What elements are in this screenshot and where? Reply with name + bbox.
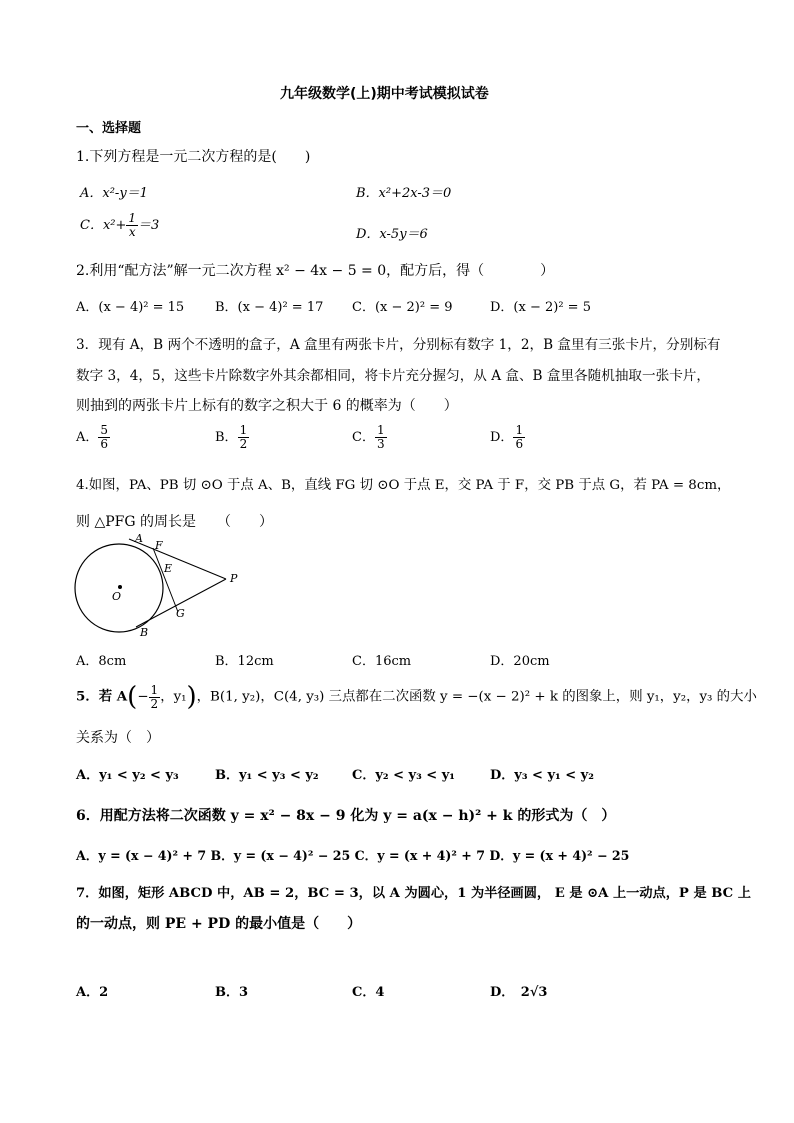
question-1-stem: 1.下列方程是一元二次方程的是( ) bbox=[76, 149, 311, 165]
label-o: O bbox=[112, 590, 122, 603]
tangent-circle-figure bbox=[74, 530, 254, 642]
label-e: E bbox=[164, 562, 173, 575]
q1-option-a: A．x²-y＝1 bbox=[80, 186, 148, 201]
label-a: A bbox=[135, 532, 143, 545]
q4-option-a: A．8cm bbox=[76, 654, 127, 669]
label-g: G bbox=[176, 607, 185, 620]
q3-option-c-fraction bbox=[375, 424, 387, 451]
q4-option-c: C．16cm bbox=[352, 654, 412, 669]
q3-a-numerator: 5 bbox=[100, 423, 109, 437]
q3-option-d-fraction bbox=[513, 424, 525, 451]
q3-option-a-label: A． bbox=[76, 430, 99, 445]
q2-option-b: B．(x − 4)² = 17 bbox=[215, 300, 324, 315]
q5-option-b: B．y₁ < y₃ < y₂ bbox=[215, 768, 319, 783]
q3-option-b bbox=[215, 424, 249, 451]
q1-fraction-numerator: 1 bbox=[128, 211, 137, 225]
q3-option-a bbox=[76, 424, 110, 451]
question-5-line-1 bbox=[76, 682, 757, 712]
question-5-line-2: 关系为（ ） bbox=[76, 730, 160, 746]
q5-option-c: C．y₂ < y₃ < y₁ bbox=[352, 768, 455, 783]
q3-option-b-fraction bbox=[238, 424, 250, 451]
label-f: F bbox=[155, 539, 163, 552]
q2-option-c: C．(x − 2)² = 9 bbox=[352, 300, 453, 315]
q1-fraction bbox=[126, 212, 138, 239]
question-7-line-1: 7．如图，矩形 ABCD 中，AB = 2，BC = 3，以 A 为圆心，1 为半径画圆， E 是 ⊙A 上一动点，P 是 BC 上 bbox=[76, 886, 751, 901]
q3-b-denominator: 2 bbox=[239, 437, 248, 451]
q1-fraction-denominator: x bbox=[128, 225, 136, 239]
question-4-line-1: 4.如图，PA、PB 切 ⊙O 于点 A、B，直线 FG 切 ⊙O 于点 E，交 PA 于 F，交 PB 于点 G，若 PA = 8cm， bbox=[76, 478, 731, 493]
q5-fraction-denominator: 2 bbox=[150, 696, 159, 711]
q2-option-a: A．(x − 4)² = 15 bbox=[76, 300, 185, 315]
tangent-line-pa bbox=[129, 539, 226, 579]
question-7-line-2: 的一动点，则 PE + PD 的最小值是（ ） bbox=[76, 916, 362, 932]
q3-c-numerator: 1 bbox=[376, 423, 385, 437]
q7-option-a: A．2 bbox=[76, 985, 109, 1000]
q5-minus-sign: − bbox=[137, 689, 149, 705]
question-3-line-1: 3．现有 A，B 两个不透明的盒子，A 盒里有两张卡片，分别标有数字 1，2，B 盒里有三张卡片，分别标有 bbox=[76, 337, 721, 353]
question-4-line-2: 则 △PFG 的周长是 （ ） bbox=[76, 514, 273, 530]
q7-option-d: D． 2√3 bbox=[490, 985, 548, 1000]
label-p: P bbox=[230, 572, 238, 585]
q1-option-d: D．x-5y＝6 bbox=[356, 227, 428, 242]
q5-y1: ，y₁ bbox=[160, 689, 187, 705]
q4-option-d: D．20cm bbox=[490, 654, 550, 669]
question-3-line-3: 则抽到的两张卡片上标有的数字之积大于 6 的概率为（ ） bbox=[76, 398, 458, 414]
question-3-line-2: 数字 3，4，5，这些卡片除数字外其余都相同，将卡片充分握匀，从 A 盒、B 盒里各随机抽取一张卡片， bbox=[76, 368, 710, 384]
q5-left-paren: ( bbox=[127, 682, 138, 712]
q3-a-denominator: 6 bbox=[100, 437, 109, 451]
q5-option-d: D．y₃ < y₁ < y₂ bbox=[490, 768, 594, 783]
q3-option-a-fraction bbox=[98, 424, 110, 451]
question-6-stem: 6．用配方法将二次函数 y = x² − 8x − 9 化为 y = a(x − h)² + k 的形式为（ ） bbox=[76, 808, 616, 824]
q5-rest: ，B(1, y₂)，C(4, y₃) 三点都在二次函数 y = −(x − 2)² + k 的图象上，则 y₁，y₂，y₃ 的大小 bbox=[196, 689, 757, 705]
section-heading: 一、选择题 bbox=[76, 121, 142, 136]
q2-option-d: D．(x − 2)² = 5 bbox=[490, 300, 591, 315]
label-b: B bbox=[140, 626, 149, 639]
q7-option-c: C．4 bbox=[352, 985, 385, 1000]
q5-fraction-numerator: 1 bbox=[150, 682, 159, 697]
q1-option-c bbox=[80, 212, 159, 239]
q7-option-b: B．3 bbox=[215, 985, 249, 1000]
question-2-stem: 2.利用“配方法”解一元二次方程 x² − 4x − 5 = 0，配方后，得（ ） bbox=[76, 263, 555, 279]
q3-option-c-label: C． bbox=[352, 430, 375, 445]
q6-options: A．y = (x − 4)² + 7 B．y = (x − 4)² − 25 C．y = (x + 4)² + 7 D．y = (x + 4)² − 25 bbox=[76, 848, 630, 863]
q3-option-b-label: B． bbox=[215, 430, 238, 445]
q1-option-c-prefix: C．x²+ bbox=[80, 218, 127, 233]
q5-fraction bbox=[149, 684, 161, 711]
center-point-o bbox=[118, 585, 122, 589]
q3-b-numerator: 1 bbox=[239, 423, 248, 437]
q3-c-denominator: 3 bbox=[376, 437, 385, 451]
q1-option-b: B．x²+2x-3＝0 bbox=[356, 186, 452, 201]
q3-option-d-label: D． bbox=[490, 430, 514, 445]
page-title: 九年级数学(上)期中考试模拟试卷 bbox=[280, 86, 489, 102]
q3-option-c bbox=[352, 424, 387, 451]
q3-d-denominator: 6 bbox=[515, 437, 524, 451]
q4-option-b: B．12cm bbox=[215, 654, 274, 669]
q5-option-a: A．y₁ < y₂ < y₃ bbox=[76, 768, 179, 783]
q1-option-c-suffix: ＝3 bbox=[138, 218, 160, 233]
q3-option-d bbox=[490, 424, 525, 451]
q5-prefix: 5．若 A bbox=[76, 688, 128, 705]
q5-right-paren: ) bbox=[186, 682, 197, 712]
q3-d-numerator: 1 bbox=[515, 423, 524, 437]
